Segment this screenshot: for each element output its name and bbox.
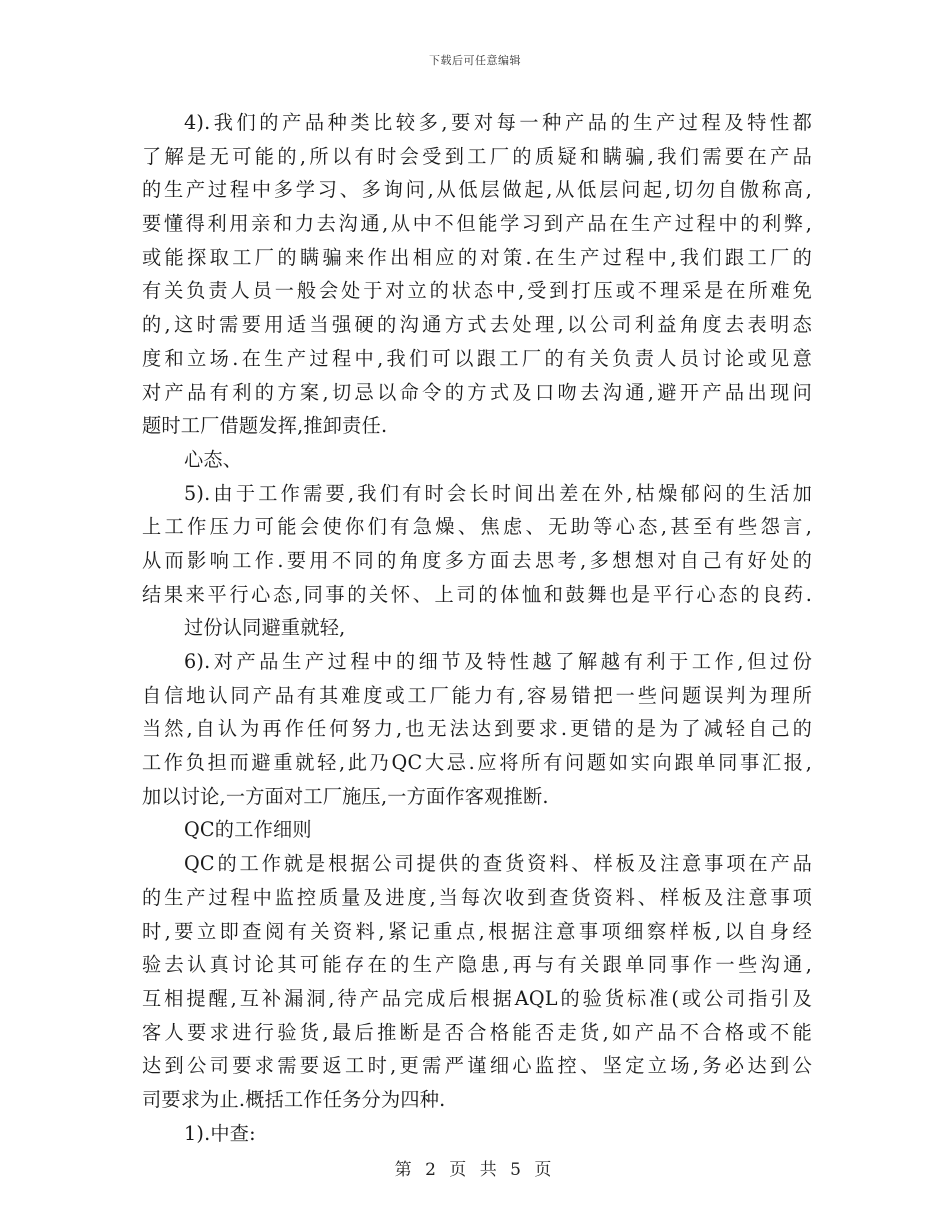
paragraph-line: 6).对产品生产过程中的细节及特性越了解越有利于工作,但过份: [184, 650, 812, 673]
document-body: [142, 106, 812, 1150]
paragraph-line: 达到公司要求需要返工时,更需严谨细心监控、坚定立场,务必达到公: [142, 1054, 812, 1078]
paragraph-line: 的生产过程中监控质量及进度,当每次收到查货资料、样板及注意事项: [142, 885, 812, 909]
paragraph-line: 工作负担而避重就轻,此乃QC大忌.应将所有问题如实向跟单同事汇报,: [142, 751, 812, 775]
paragraph-line: 加以讨论,一方面对工厂施压,一方面作客观推断.: [142, 784, 549, 808]
paragraph-line: 客人要求进行验货,最后推断是否合格能否走货,如产品不合格或不能: [142, 1020, 812, 1044]
paragraph-line: 结果来平行心态,同事的关怀、上司的体恤和鼓舞也是平行心态的良药.: [142, 582, 812, 606]
paragraph-line: 上工作压力可能会使你们有急燥、焦虑、无助等心态,甚至有些怨言,: [142, 515, 812, 539]
paragraph-line: 要懂得利用亲和力去沟通,从中不但能学习到产品在生产过程中的利弊,: [142, 212, 812, 236]
section-heading: QC的工作细则: [184, 818, 312, 842]
page-header-note: 下载后可任意编辑: [429, 54, 521, 67]
section-heading: 1).中查:: [184, 1121, 256, 1145]
paragraph-line: 有关负责人员一般会处于对立的状态中,受到打压或不理采是在所难免: [142, 279, 812, 303]
paragraph-line: 度和立场.在生产过程中,我们可以跟工厂的有关负责人员讨论或见意: [142, 346, 812, 370]
paragraph-line: 了解是无可能的,所以有时会受到工厂的质疑和瞒骗,我们需要在产品: [142, 144, 812, 168]
section-heading: 过份认同避重就轻,: [184, 616, 346, 640]
paragraph-line: 从而影响工作.要用不同的角度多方面去思考,多想想对自己有好处的: [142, 548, 812, 572]
paragraph-line: 时,要立即查阅有关资料,紧记重点,根据注意事项细察样板,以自身经: [142, 919, 812, 943]
paragraph-line: 5).由于工作需要,我们有时会长时间出差在外,枯燥郁闷的生活加: [184, 481, 812, 505]
page-number-footer: 第 2 页 共 5 页: [394, 1160, 556, 1180]
paragraph-line: 自信地认同产品有其难度或工厂能力有,容易错把一些问题误判为理所: [142, 683, 812, 707]
paragraph-line: QC的工作就是根据公司提供的查货资料、样板及注意事项在产品: [184, 852, 812, 876]
section-heading: 心态、: [184, 447, 243, 471]
paragraph-line: 4).我们的产品种类比较多,要对每一种产品的生产过程及特性都: [184, 111, 812, 134]
paragraph-line: 对产品有利的方案,切忌以命令的方式及口吻去沟通,避开产品出现问: [142, 380, 812, 404]
paragraph-line: 或能探取工厂的瞒骗来作出相应的对策.在生产过程中,我们跟工厂的: [142, 245, 812, 269]
paragraph-line: 的,这时需要用适当强硬的沟通方式去处理,以公司利益角度去表明态: [142, 313, 812, 337]
paragraph-line: 互相提醒,互补漏洞,待产品完成后根据AQL的验货标准(或公司指引及: [142, 986, 812, 1010]
paragraph-line: 当然,自认为再作任何努力,也无法达到要求.更错的是为了减轻自己的: [142, 717, 812, 741]
paragraph-line: 司要求为止.概括工作任务分为四种.: [142, 1087, 446, 1111]
paragraph-line: 题时工厂借题发挥,推卸责任.: [142, 414, 388, 438]
paragraph-line: 验去认真讨论其可能存在的生产隐患,再与有关跟单同事作一些沟通,: [142, 953, 812, 977]
paragraph-line: 的生产过程中多学习、多询问,从低层做起,从低层问起,切勿自傲称高,: [142, 178, 812, 202]
